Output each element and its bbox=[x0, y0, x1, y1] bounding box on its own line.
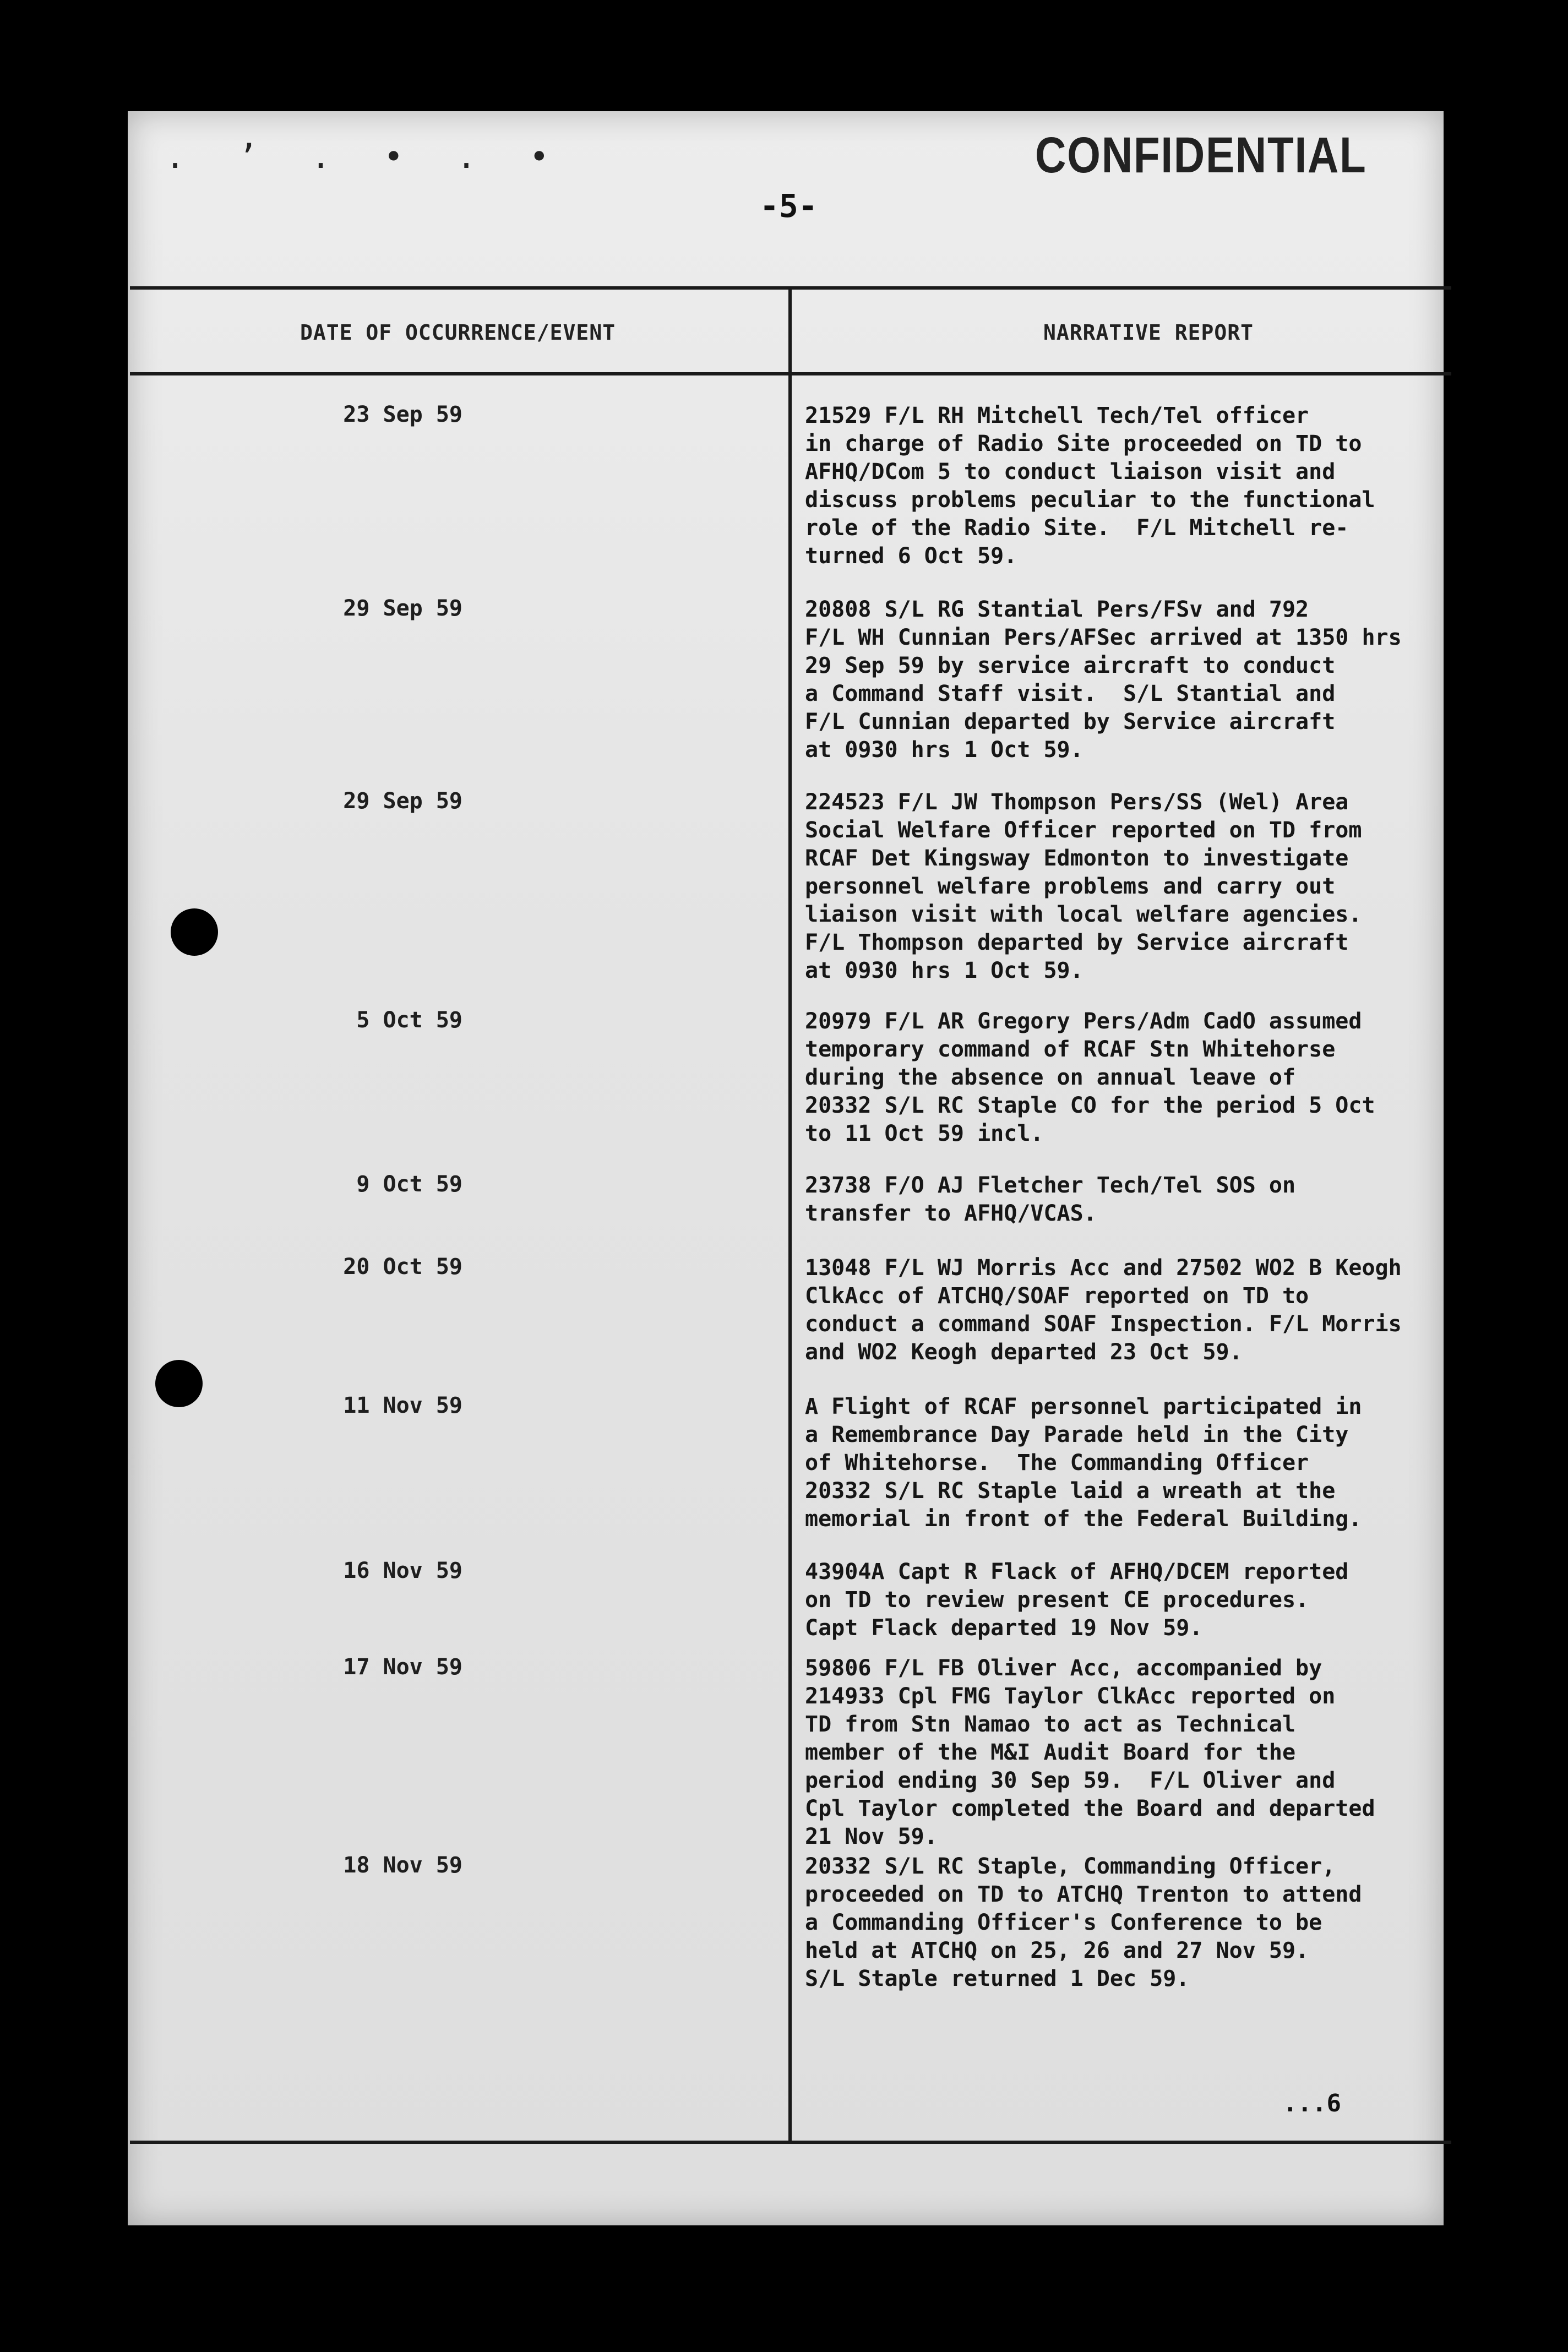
column-header-date: DATE OF OCCURRENCE/EVENT bbox=[300, 320, 616, 345]
entry-narrative: 43904A Capt R Flack of AFHQ/DCEM reported on TD to review present CE procedures. Capt Flack departed 19 Nov 59. bbox=[805, 1559, 1349, 1641]
entry-date: 23 Sep 59 bbox=[343, 402, 462, 427]
entry-narrative: 20979 F/L AR Gregory Pers/Adm CadO assumed temporary command of RCAF Stn Whitehorse during the absence on annual leave of 20332 S/L RC Staple CO for the period 5 Oct to 11 Oct 59 incl. bbox=[805, 1009, 1375, 1146]
entry-date: 11 Nov 59 bbox=[343, 1393, 462, 1418]
entry-date: 29 Sep 59 bbox=[343, 596, 462, 621]
entry-narrative: 224523 F/L JW Thompson Pers/SS (Wel) Area Social Welfare Officer reported on TD from RCAF Det Kingsway Edmonton to investigate personnel welfare problems and carry out liaison visit with local welfare agencies. F/L Thompson departed by Service aircraft at 0930 hrs 1 Oct 59. bbox=[805, 790, 1362, 983]
continuation-marker: ...6 bbox=[1283, 2089, 1341, 2117]
entry-date: 16 Nov 59 bbox=[343, 1558, 462, 1583]
classification-stamp: CONFIDENTIAL bbox=[1035, 127, 1367, 183]
margin-specks: . ’ . • . • bbox=[165, 138, 566, 176]
entry-narrative: 21529 F/L RH Mitchell Tech/Tel officer in charge of Radio Site proceeded on TD to AFHQ/DCom 5 to conduct liaison visit and discuss problems peculiar to the functional role of the Radio Site. F/L Mitchell re- turned 6 Oct 59. bbox=[805, 403, 1375, 569]
entry-narrative: 23738 F/O AJ Fletcher Tech/Tel SOS on transfer to AFHQ/VCAS. bbox=[805, 1173, 1296, 1226]
entry-date: 5 Oct 59 bbox=[356, 1008, 462, 1033]
entry-date: 29 Sep 59 bbox=[343, 788, 462, 814]
column-divider bbox=[788, 290, 792, 2141]
entry-narrative: 20808 S/L RG Stantial Pers/FSv and 792 F/L WH Cunnian Pers/AFSec arrived at 1350 hrs 29 Sep 59 by service aircraft to conduct a Command Staff visit. S/L Stantial and F/L Cunnian departed by Service aircraft at 0930 hrs 1 Oct 59. bbox=[805, 597, 1402, 763]
table-bottom-rule bbox=[130, 2141, 1451, 2144]
punch-hole-lower bbox=[155, 1360, 203, 1407]
entry-narrative: 20332 S/L RC Staple, Commanding Officer, proceeded on TD to ATCHQ Trenton to attend a Commanding Officer's Conference to be held at ATCHQ on 25, 26 and 27 Nov 59. S/L Staple returned 1 Dec 59. bbox=[805, 1854, 1362, 1991]
entry-date: 20 Oct 59 bbox=[343, 1254, 462, 1280]
entry-narrative: 13048 F/L WJ Morris Acc and 27502 WO2 B Keogh ClkAcc of ATCHQ/SOAF reported on TD to conduct a command SOAF Inspection. F/L Morris and WO2 Keogh departed 23 Oct 59. bbox=[805, 1255, 1402, 1365]
page-number: -5- bbox=[760, 187, 818, 225]
column-header-narrative: NARRATIVE REPORT bbox=[1043, 320, 1254, 345]
punch-hole-upper bbox=[171, 908, 218, 956]
entry-date: 18 Nov 59 bbox=[343, 1853, 462, 1878]
entry-date: 9 Oct 59 bbox=[356, 1172, 462, 1197]
entry-narrative: A Flight of RCAF personnel participated in a Remembrance Day Parade held in the City of Whitehorse. The Commanding Officer 20332 S/L RC Staple laid a wreath at the memorial in front of the Federal Building. bbox=[805, 1394, 1362, 1532]
entry-date: 17 Nov 59 bbox=[343, 1654, 462, 1680]
entry-narrative: 59806 F/L FB Oliver Acc, accompanied by 214933 Cpl FMG Taylor ClkAcc reported on TD from Stn Namao to act as Technical member of the M&I Audit Board for the period ending 30 Sep 59. F/L Oliver and Cpl Taylor completed the Board and departed 21 Nov 59. bbox=[805, 1656, 1375, 1849]
